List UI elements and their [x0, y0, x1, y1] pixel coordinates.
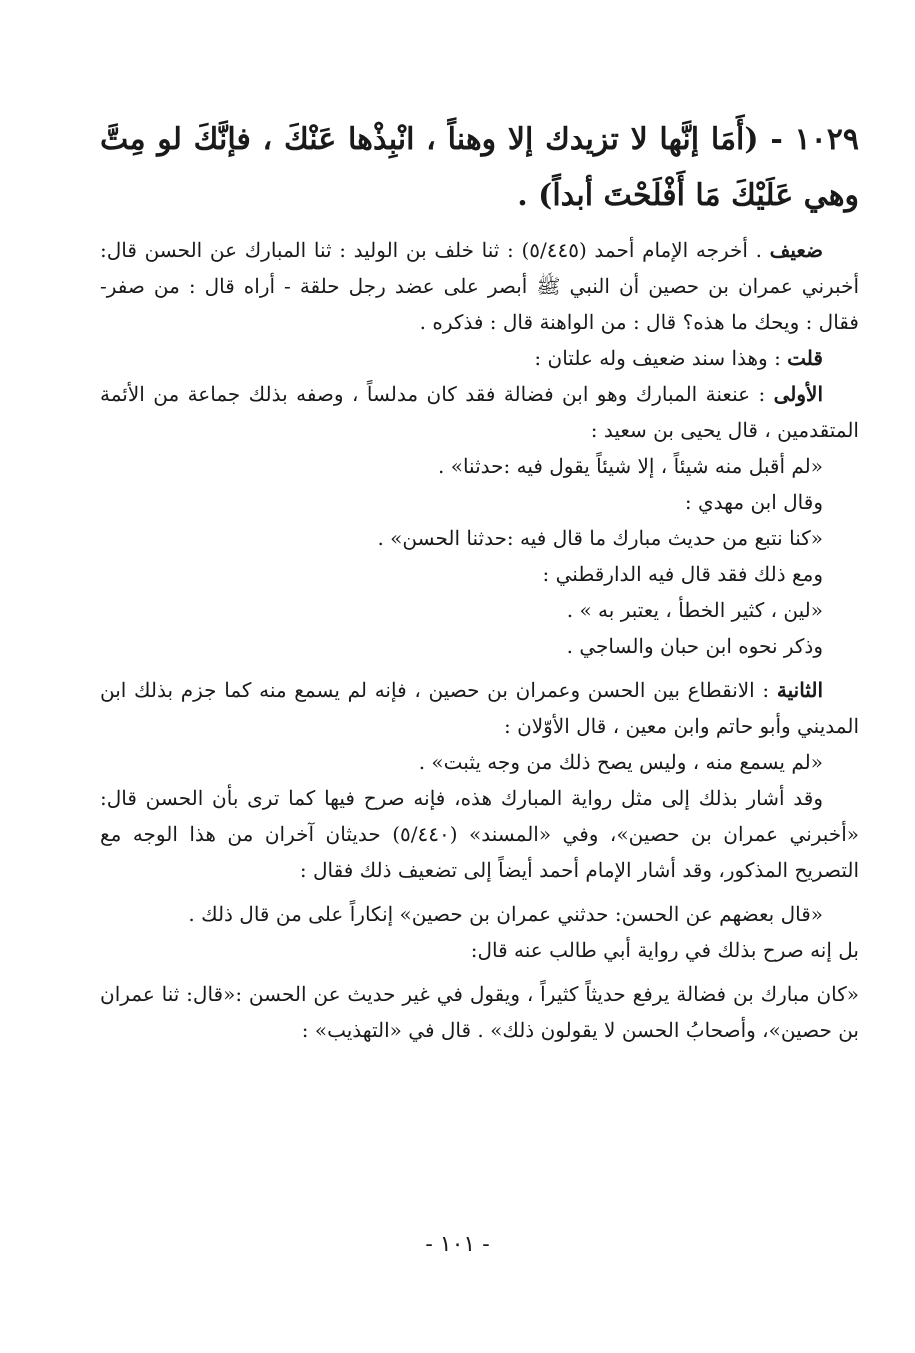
paragraph-note: [100, 340, 859, 376]
line-ibn-hibban: وذكر نحوه ابن حبان والساجي .: [566, 634, 823, 658]
page-number: - ١٠١ -: [425, 1232, 490, 1257]
grading-label: ضعيف: [769, 238, 824, 262]
hadith-heading: ١٠٢٩ - (أَمَا إنَّها لا تزيدك إلا وهناً ، انْبِذْها عَنْكَ ، فإنَّكَ لو مِتَّ وهي عَلَيْكَ مَا أَفْلَحْتَ أبداً) .: [100, 122, 859, 213]
grading-text: . أخرجه الإمام أحمد (٥/٤٤٥) : ثنا خلف بن الوليد : ثنا المبارك عن الحسن قال: أخبرني عمران بن حصين أن النبي ﷺ أبصر على عضد رجل حلقة - أراه قال : من صفر- فقال : ويحك ما هذه؟ قال : من الواهنة قال : فذكره .: [100, 238, 859, 334]
second-defect-label: الثانية: [776, 678, 823, 702]
paragraph-grading: [100, 232, 859, 340]
quote-yahya: «لم أقبل منه شيئاً ، إلا شيئاً يقول فيه :حدثنا» .: [438, 454, 823, 478]
quote-daraqutni: «لين ، كثير الخطأ ، يعتبر به » .: [566, 598, 823, 622]
page-body: [100, 112, 859, 1048]
quote-ibn-mahdi: «كنا نتبع من حديث مبارك ما قال فيه :حدثنا الحسن» .: [377, 526, 823, 550]
second-defect-text: : الانقطاع بين الحسن وعمران بن حصين ، فإنه لم يسمع منه كما جزم بذلك ابن المديني وأبو حاتم وابن معين ، قال الأوّلان :: [100, 678, 859, 738]
quote-mubarak: «كان مبارك بن فضالة يرفع حديثاً كثيراً ، ويقول في غير حديث عن الحسن :«قال: ثنا عمران بن حصين»، وأصحابُ الحسن لا يقولون ذلك» . قال في «التهذيب» :: [100, 982, 859, 1042]
quote-not-heard: «لم يسمع منه ، وليس يصح ذلك من وجه يثبت» .: [418, 750, 823, 774]
note-label: قلت: [787, 346, 823, 370]
note-text: : وهذا سند ضعيف وله علتان :: [534, 346, 781, 370]
paragraph-indication: وقد أشار بذلك إلى مثل رواية المبارك هذه، فإنه صرح فيها كما ترى بأن الحسن قال: «أخبرني عمران بن حصين»، وفي «المسند» (٥/٤٤٠) حديثان آخران من هذا الوجه مع التصريح المذكور، وقد أشار الإمام أحمد أيضاً إلى تضعيف ذلك فقال :: [100, 786, 859, 882]
paragraph-abu-talib: بل إنه صرح بذلك في رواية أبي طالب عنه قال:: [470, 938, 859, 962]
line-daraqutni: ومع ذلك فقد قال فيه الدارقطني :: [542, 562, 823, 586]
line-ibn-mahdi: وقال ابن مهدي :: [684, 490, 823, 514]
paragraph-first-defect: [100, 376, 859, 448]
first-defect-label: الأولى: [773, 382, 823, 406]
paragraph-second-defect: [100, 672, 859, 744]
quote-ahmad: «قال بعضهم عن الحسن: حدثني عمران بن حصين» إنكاراً على من قال ذلك .: [188, 902, 823, 926]
first-defect-text: : عنعنة المبارك وهو ابن فضالة فقد كان مدلساً ، وصفه بذلك جماعة من الأئمة المتقدمين ، قال يحيى بن سعيد :: [100, 382, 859, 442]
